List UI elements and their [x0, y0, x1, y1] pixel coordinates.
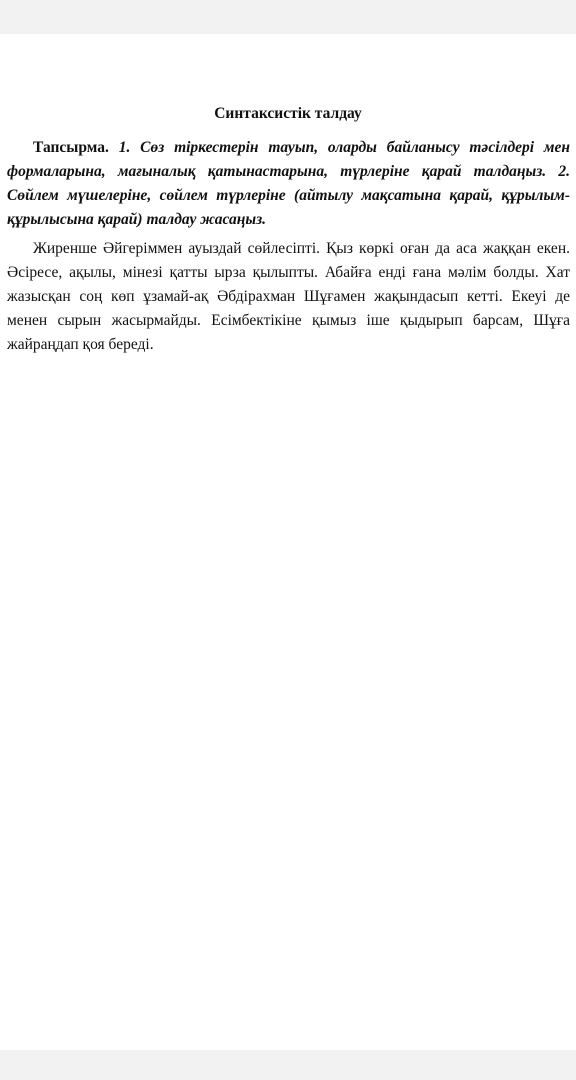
document-page [0, 34, 576, 1050]
document-title: Синтаксистік талдау [214, 105, 362, 122]
text-paragraph: Жиренше Әйгеріммен ауыздай сөйлесіпті. Қыз көркі оған да аса жаққан екен. Әсіресе, ақылы, мінезі қатты ырза қылыпты. Абайға енді ғана мәлім болды. Хат жазысқан соң көп ұзамай-ақ Әбдірахман Шұғамен жақындасып кетті. Екеуі де менен сырын жасырмайды. Есімбектікіне қымыз іше қыдырып барсам, Шұға жайраңдап қоя береді. [7, 240, 570, 353]
task-text: 1. Сөз тіркестерін тауып, оларды байланысу тәсілдері мен формаларына, мағыналық қатынастарына, түрлеріне қарай талдаңыз. 2. Сөйлем мүшелеріне, сөйлем түрлеріне (айтылу мақсатына қарай, құрылым-құрылысына қарай) талдау жасаңыз. [7, 139, 570, 228]
task-label: Тапсырма. [33, 139, 109, 156]
task-paragraph [7, 136, 570, 232]
